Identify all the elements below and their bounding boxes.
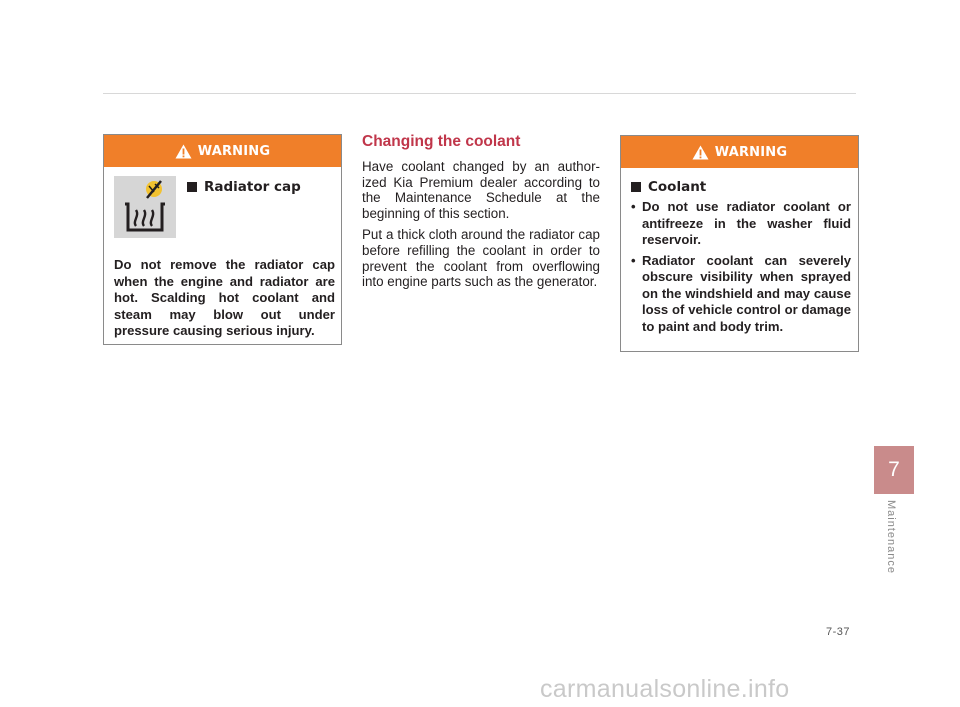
square-bullet-icon xyxy=(187,182,197,192)
watermark: carmanualsonline.info xyxy=(540,675,790,703)
warning-triangle-icon xyxy=(175,144,192,159)
radiator-cap-icon xyxy=(114,176,176,238)
coolant-warning xyxy=(620,135,859,352)
warning-title: Radiator cap xyxy=(187,179,301,195)
warning-bullet-list xyxy=(631,199,851,339)
list-item: • Do not use radiator coolant or antifreeze in the washer fluid reservoir. xyxy=(631,199,851,249)
top-divider xyxy=(103,93,856,94)
warning-header xyxy=(621,136,858,168)
warning-triangle-icon xyxy=(692,145,709,160)
list-item: • Radiator coolant can severely obscure visibility when sprayed on the windshield and may cause loss of vehicle control or damage to paint and body trim. xyxy=(631,253,851,336)
section-heading: Changing the coolant xyxy=(362,133,521,150)
square-bullet-icon xyxy=(631,182,641,192)
paragraph: Have coolant changed by an author-ized Kia Premium dealer according to the Maintenance Schedule at the beginning of this section. xyxy=(362,159,600,221)
main-section xyxy=(362,133,600,296)
chapter-label: Maintenance xyxy=(885,500,897,574)
warning-header-label: WARNING xyxy=(714,144,788,160)
radiator-cap-warning xyxy=(103,134,342,345)
warning-header xyxy=(104,135,341,167)
paragraph: Put a thick cloth around the radiator cap before refilling the coolant in order to prevent the coolant from overflowing into engine parts such as the generator. xyxy=(362,227,600,290)
page-number: 7-37 xyxy=(826,626,851,638)
warning-header-label: WARNING xyxy=(197,143,271,159)
warning-body-text: Do not remove the radiator cap when the engine and radiator are hot. Scalding hot coolant and steam may blow out under pressure causing serious injury. xyxy=(114,257,335,338)
chapter-tab: 7 xyxy=(874,446,914,494)
warning-title: Coolant xyxy=(631,179,706,195)
